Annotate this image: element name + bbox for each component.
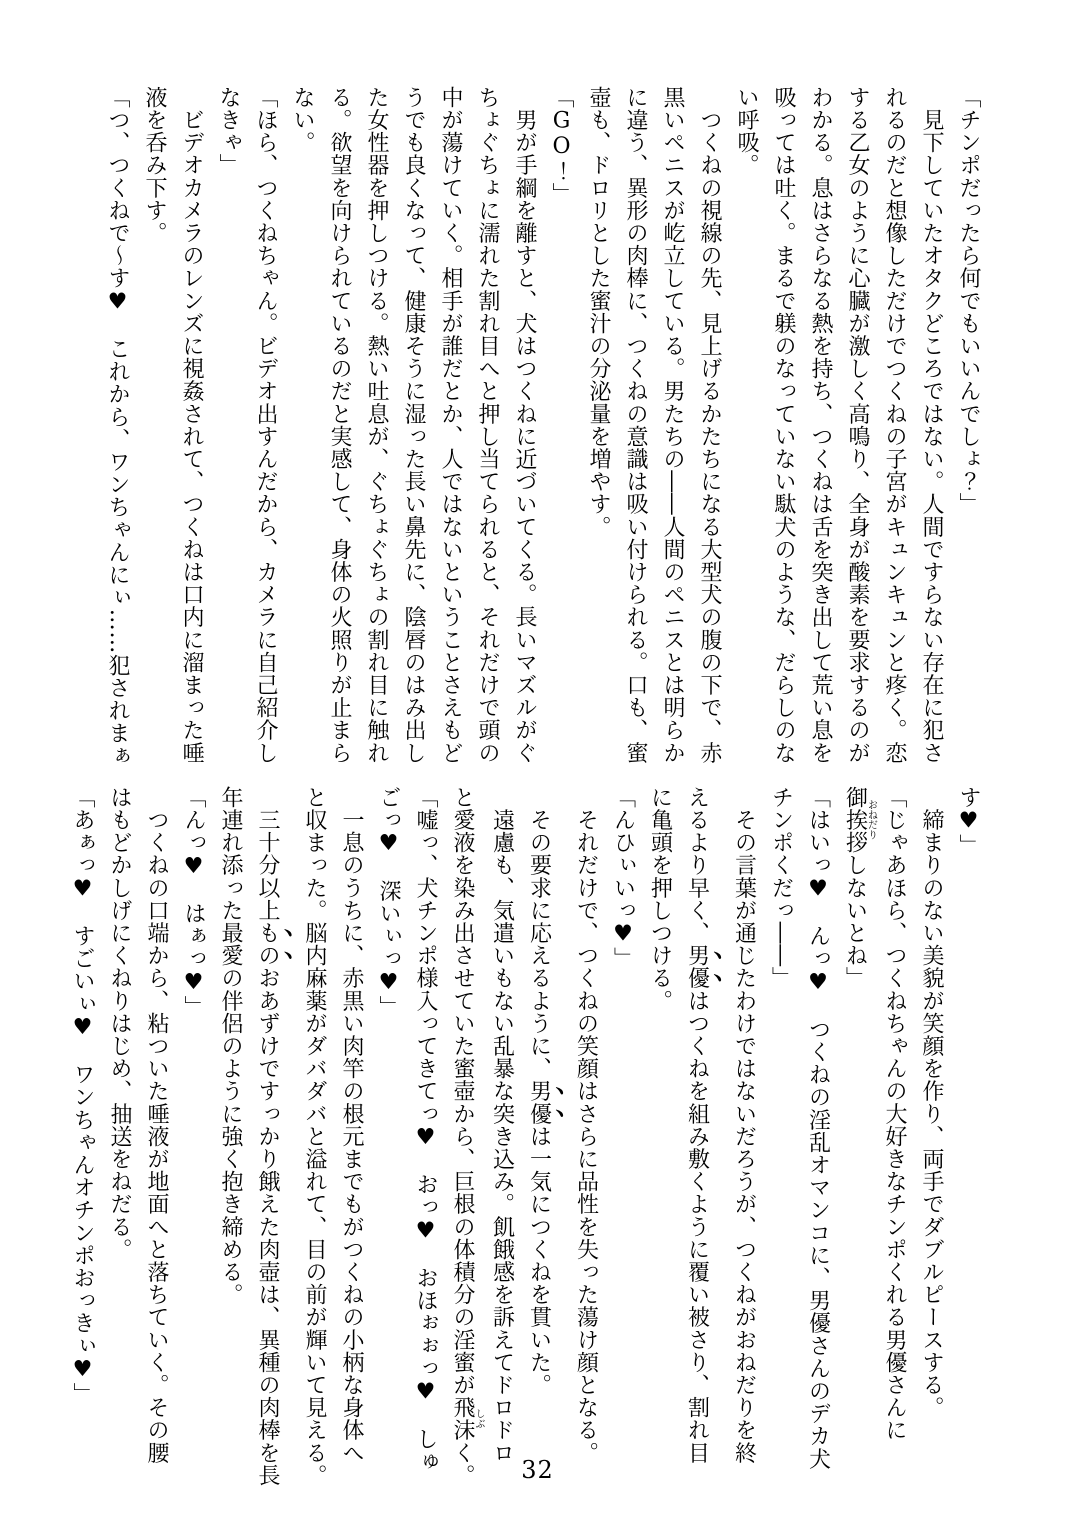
text-line [580, 86, 617, 788]
text-line [950, 786, 987, 1488]
text-line [432, 86, 469, 788]
text-line [175, 786, 212, 1488]
text-segment: れるのだと想像しただけでつくねの子宮がキュンキュンと疼く。恋 [882, 86, 907, 764]
text-line [642, 786, 679, 1488]
text-line [210, 86, 247, 788]
text-segment: 吸っては吐く。まるで躾のなっていない駄犬のような、だらしのな [771, 86, 796, 764]
text-line [506, 86, 543, 788]
text-line [284, 86, 321, 788]
text-segment: は一気につくねを貫いた。 [526, 1125, 552, 1397]
text-segment: わかる。息はさらなる熱を持ち、つくねは舌を突き出して荒い息を [808, 86, 833, 764]
text-line [395, 86, 432, 788]
text-segment: 男が手綱を離すと、犬はつくねに近づいてくる。長いマズルがぐ [512, 86, 537, 764]
text-segment: 液を呑み下す。 [142, 86, 167, 245]
ruby-text: 御挨拶おねだり [842, 786, 877, 854]
text-segment: なきゃ」 [216, 86, 241, 177]
text-line [726, 786, 763, 1488]
text-segment: 「つ、つくねで〜す♥ これから、ワンちゃんにぃ……犯されまぁ [105, 86, 130, 767]
text-segment: 一息のうちに、赤黒い肉竿の根元までもがつくねの小柄な身体へ [339, 786, 364, 1464]
text-line [543, 86, 580, 788]
text-segment: 「 [549, 86, 574, 109]
text-line [913, 786, 950, 1488]
text-line [691, 86, 728, 788]
text-segment: 中が蕩けていく。相手が誰だとか、人ではないということさえもど [438, 86, 463, 764]
text-segment: 「チンポだったら何でもいいんでしょ？」 [956, 86, 981, 516]
text-block-top [99, 86, 987, 788]
text-segment: つくねの視線の先、見上げるかたちになる大型犬の腹の下で、赤 [697, 86, 722, 764]
text-line [839, 86, 876, 788]
text-line [521, 786, 568, 1488]
text-line [876, 786, 913, 1488]
text-line [484, 786, 521, 1488]
text-line [136, 86, 173, 788]
text-line [99, 86, 136, 788]
ruby-text: 飛沫しぶ [450, 1396, 484, 1442]
text-line [765, 86, 802, 788]
text-line [469, 86, 506, 788]
text-segment: ちょぐちょに濡れた割れ目へと押し当てられると、それだけで頭の [475, 86, 500, 764]
text-segment: GO！ [549, 108, 574, 183]
text-segment: する乙女のように心臓が激しく高鳴り、全身が酸素を要求するのが [845, 86, 870, 764]
text-segment: 「んひぃいっ♥」 [610, 786, 636, 970]
text-line [358, 86, 395, 788]
text-segment: つくねの口端から、粘ついた唾液が地面へと落ちていく。その腰 [144, 786, 169, 1464]
text-segment: 黒いペニスが屹立している。男たちの――人間のペニスとは明らか [660, 86, 685, 764]
text-line [212, 786, 249, 1488]
text-segment: と収まった。脳内麻薬がダバダバと溢れて、目の前が輝いて見える。 [302, 786, 327, 1487]
text-segment: す♥」 [956, 786, 981, 857]
text-line [763, 786, 800, 1488]
text-segment: 男優 [684, 944, 710, 990]
text-segment: ビデオカメラのレンズに視姦されて、つくねは口内に溜まった唾 [179, 86, 204, 764]
text-line [407, 786, 444, 1488]
text-line [617, 86, 654, 788]
text-segment: えるより早く、 [684, 786, 710, 945]
text-segment: 」 [549, 182, 574, 206]
text-segment: 壺も、ドロリとした蜜汁の分泌量を増やす。 [586, 86, 611, 538]
text-segment: に違う、異形の肉棒に、つくねの意識は吸い付けられる。口も、蜜 [623, 86, 648, 764]
text-segment: それだけで、つくねの笑顔はさらに品性を失った蕩け顔となる。 [573, 786, 599, 1464]
text-line [101, 786, 138, 1488]
text-segment: はもどかしげにくねりはじめ、抽送をねだる。 [107, 786, 132, 1261]
text-segment: もの [255, 921, 280, 967]
text-line [173, 86, 210, 788]
text-segment: はつくねを組み敷くように覆い被さり、割れ目 [684, 989, 710, 1465]
text-line [654, 86, 691, 788]
text-line [913, 86, 950, 788]
text-segment: と愛液を染み出させていた蜜壺から、巨根の体積分の淫蜜が [450, 786, 475, 1397]
text-line [802, 86, 839, 788]
text-segment: うでも良くなって、健康そうに湿った長い鼻先に、陰唇のはみ出し [401, 86, 426, 764]
text-segment: 「嘘っ、犬チンポ様入ってきてっ♥ おっ♥ おほぉぉっ♥ しゅ [413, 786, 438, 1473]
text-segment: 見下していたオタクどころではない。人間ですらない存在に犯さ [919, 86, 944, 764]
text-segment: しないとね」 [842, 853, 868, 990]
text-segment: ごっ♥ 深いぃっ♥」 [376, 786, 401, 1018]
text-line [247, 86, 284, 788]
text-line [64, 786, 101, 1488]
text-block-bottom [64, 786, 987, 1488]
text-line [444, 786, 484, 1488]
text-segment: 「あぁっ♥ すごいぃ♥ ワンちゃんオチンポおっきぃ♥」 [70, 786, 95, 1406]
text-segment: 「んっ♥ はぁっ♥」 [181, 786, 206, 1018]
text-line [568, 786, 605, 1488]
text-line [876, 86, 913, 788]
text-line [370, 786, 407, 1488]
text-segment: 遠慮も、気遣いもない乱暴な突き込み。飢餓感を訴えてドロドロ [489, 786, 515, 1464]
text-segment: た女性器を押しつける。熱い吐息が、ぐちょぐちょの割れ目に触れ [364, 86, 389, 764]
text-line [728, 86, 765, 788]
text-segment: その言葉が通じたわけではないだろうが、つくねがおねだりを終 [731, 786, 757, 1464]
text-segment: 「ほら、つくねちゃん。ビデオ出すんだから、カメラに自己紹介し [253, 86, 278, 764]
text-line [950, 86, 987, 788]
text-segment: る。欲望を向けられているのだと実感して、身体の火照りが止まら [327, 86, 352, 764]
text-line [138, 786, 175, 1488]
text-line [333, 786, 370, 1488]
text-segment: 「はいっ♥ んっ♥ つくねの淫乱オマンコに、男優さんのデカ犬 [805, 786, 831, 1470]
text-line [605, 786, 642, 1488]
text-segment: 年連れ添った最愛の伴侶のように強く抱き締める。 [218, 786, 243, 1306]
text-segment: く。 [450, 1441, 475, 1487]
text-line [837, 786, 877, 1488]
text-segment: い呼吸。 [734, 86, 759, 177]
text-segment: 締まりのない美貌が笑顔を作り、両手でダブルピースする。 [919, 786, 944, 1419]
text-segment: おあずけですっかり餓えた肉壺は、異種の肉棒を長 [255, 966, 280, 1487]
text-line [679, 786, 726, 1488]
text-line [249, 786, 296, 1488]
text-segment: 男優 [526, 1079, 552, 1126]
page-number: 32 [521, 1456, 554, 1484]
text-segment: に亀頭を押しつける。 [647, 786, 673, 1012]
text-segment: ない。 [290, 86, 315, 154]
text-segment: 三十分以上 [255, 786, 280, 922]
text-line [800, 786, 837, 1488]
text-segment: 「じゃあほら、つくねちゃんの大好きなチンポくれる男優さんに [882, 786, 907, 1442]
text-line [296, 786, 333, 1488]
text-segment: チンポくだっ――」 [768, 786, 794, 990]
text-line [321, 86, 358, 788]
text-segment: その要求に応えるように、 [526, 786, 552, 1080]
